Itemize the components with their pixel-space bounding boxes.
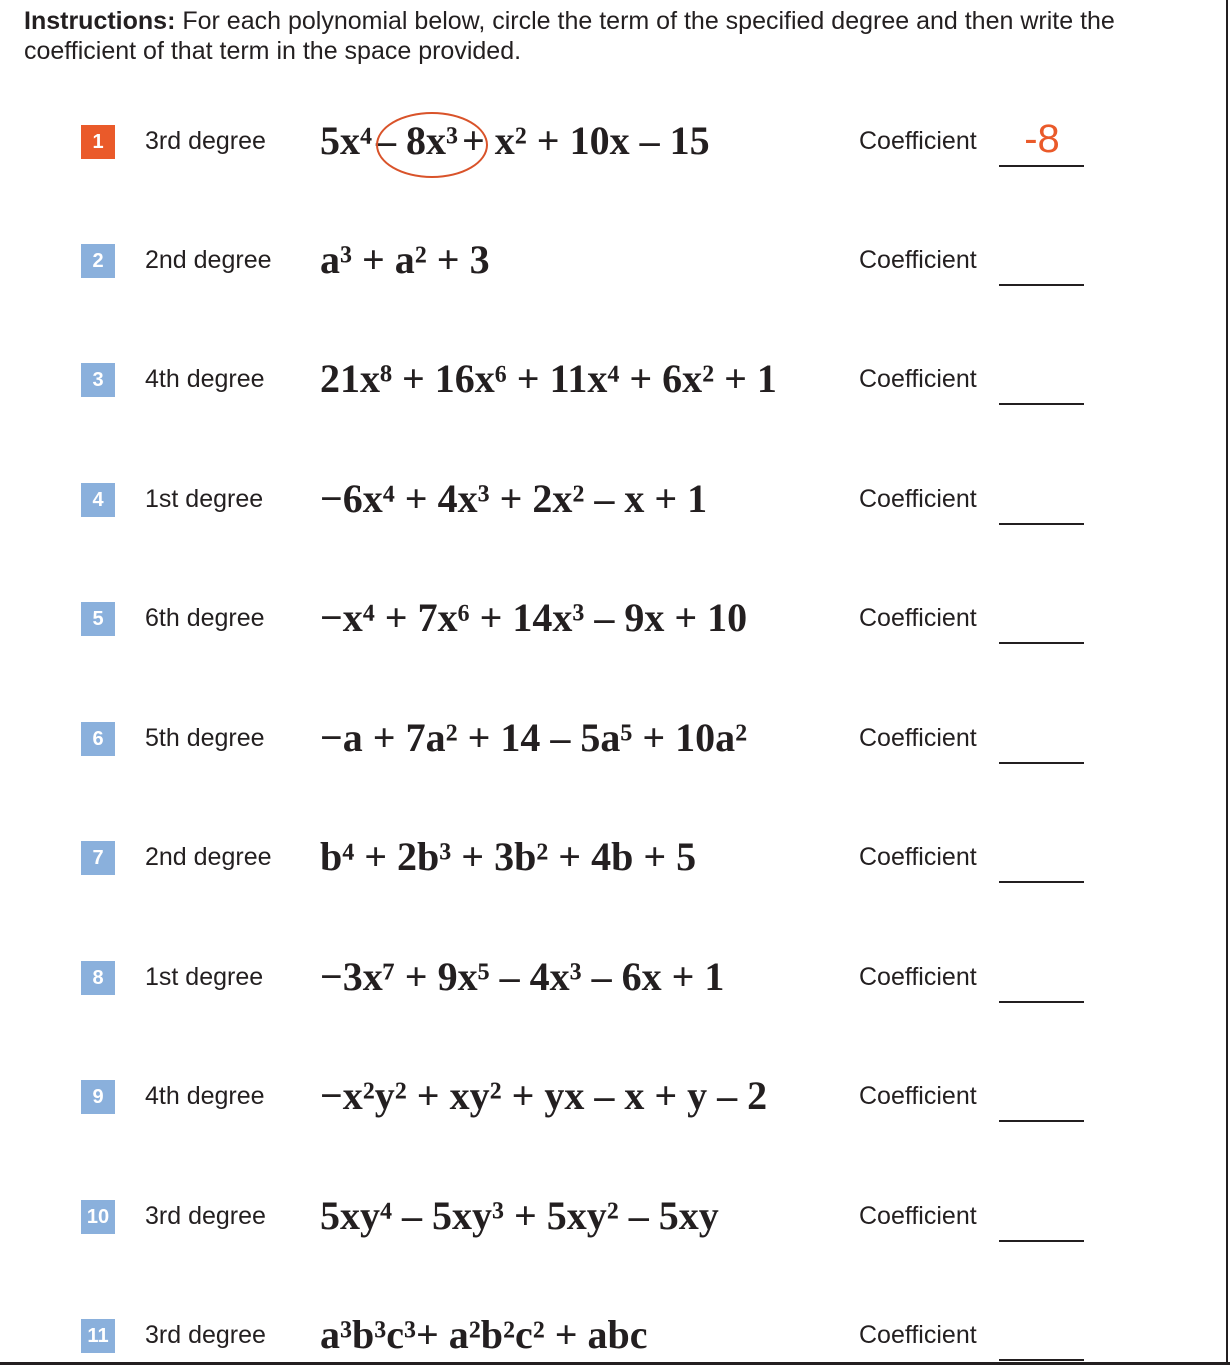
polynomial-term: + x² + 10x – 15 bbox=[462, 118, 710, 163]
coefficient-label: Coefficient bbox=[859, 365, 977, 393]
problem-row bbox=[0, 348, 1230, 408]
polynomial-term: 21x⁸ + 16x⁶ + 11x⁴ + 6x² + 1 bbox=[320, 356, 777, 401]
polynomial-expression bbox=[320, 237, 490, 283]
answer-blank-line bbox=[999, 642, 1084, 644]
answer-blank-line bbox=[999, 403, 1084, 405]
degree-label: 2nd degree bbox=[145, 246, 272, 274]
problem-row bbox=[0, 1304, 1230, 1364]
problem-row bbox=[0, 946, 1230, 1006]
polynomial-expression bbox=[320, 715, 747, 761]
problem-row bbox=[0, 1065, 1230, 1125]
answer-blank-line bbox=[999, 1001, 1084, 1003]
coefficient-label: Coefficient bbox=[859, 604, 977, 632]
degree-label: 3rd degree bbox=[145, 1202, 266, 1230]
answer-circle-mark bbox=[376, 112, 488, 178]
problem-row bbox=[0, 587, 1230, 647]
problem-row bbox=[0, 707, 1230, 767]
degree-label: 5th degree bbox=[145, 724, 265, 752]
coefficient-label: Coefficient bbox=[859, 724, 977, 752]
answer-blank-line bbox=[999, 1359, 1084, 1361]
degree-label: 1st degree bbox=[145, 485, 264, 513]
problem-number-badge: 2 bbox=[81, 244, 115, 278]
problem-number-badge: 10 bbox=[81, 1200, 115, 1234]
problem-number-badge: 7 bbox=[81, 841, 115, 875]
problem-number-badge: 1 bbox=[81, 125, 115, 159]
degree-label: 2nd degree bbox=[145, 843, 272, 871]
polynomial-term: a³b³c³+ a²b²c² + abc bbox=[320, 1312, 648, 1357]
problem-row bbox=[0, 468, 1230, 528]
problem-number-badge: 5 bbox=[81, 602, 115, 636]
instructions-text: For each polynomial below, circle the term of the specified degree and then write the coefficient of that term in the space provided. bbox=[24, 7, 1115, 65]
coefficient-label: Coefficient bbox=[859, 485, 977, 513]
page-border-right bbox=[1226, 0, 1228, 1365]
coefficient-label: Coefficient bbox=[859, 246, 977, 274]
problem-number-badge: 4 bbox=[81, 483, 115, 517]
polynomial-term: a³ + a² + 3 bbox=[320, 237, 490, 282]
instructions bbox=[24, 6, 1194, 66]
polynomial-term: −x²y² + xy² + yx – x + y – 2 bbox=[320, 1073, 768, 1118]
polynomial-expression bbox=[320, 1312, 648, 1358]
problem-number-badge: 11 bbox=[81, 1319, 115, 1353]
coefficient-label: Coefficient bbox=[859, 843, 977, 871]
problem-number-badge: 6 bbox=[81, 722, 115, 756]
degree-label: 4th degree bbox=[145, 1082, 265, 1110]
polynomial-term: −3x⁷ + 9x⁵ – 4x³ – 6x + 1 bbox=[320, 954, 725, 999]
polynomial-expression bbox=[320, 1193, 719, 1239]
coefficient-answer-field[interactable]: -8 bbox=[1024, 117, 1060, 161]
polynomial-term: −6x⁴ + 4x³ + 2x² – x + 1 bbox=[320, 476, 708, 521]
coefficient-label: Coefficient bbox=[859, 1321, 977, 1349]
coefficient-label: Coefficient bbox=[859, 1082, 977, 1110]
problem-number-badge: 8 bbox=[81, 961, 115, 995]
problem-row bbox=[0, 110, 1230, 170]
polynomial-term: −a + 7a² + 14 – 5a⁵ + 10a² bbox=[320, 715, 748, 760]
degree-label: 4th degree bbox=[145, 365, 265, 393]
polynomial-term: 5xy⁴ – 5xy³ + 5xy² – 5xy bbox=[320, 1193, 719, 1238]
answer-blank-line bbox=[999, 762, 1084, 764]
polynomial-expression bbox=[320, 356, 777, 402]
polynomial-expression bbox=[320, 476, 707, 522]
coefficient-label: Coefficient bbox=[859, 1202, 977, 1230]
degree-label: 1st degree bbox=[145, 963, 264, 991]
circled-term: – 8x³ bbox=[376, 118, 458, 163]
problem-number-badge: 3 bbox=[81, 363, 115, 397]
coefficient-label: Coefficient bbox=[859, 963, 977, 991]
polynomial-expression bbox=[320, 595, 747, 641]
polynomial-expression bbox=[320, 1073, 767, 1119]
answer-blank-line bbox=[999, 881, 1084, 883]
coefficient-label: Coefficient bbox=[859, 127, 977, 155]
degree-label: 6th degree bbox=[145, 604, 265, 632]
problem-row bbox=[0, 229, 1230, 289]
instructions-lead: Instructions: bbox=[24, 7, 176, 35]
degree-label: 3rd degree bbox=[145, 127, 266, 155]
polynomial-term: 5x⁴ bbox=[320, 118, 372, 163]
problem-number-badge: 9 bbox=[81, 1080, 115, 1114]
problem-row bbox=[0, 826, 1230, 886]
answer-blank-line bbox=[999, 284, 1084, 286]
polynomial-term: −x⁴ + 7x⁶ + 14x³ – 9x + 10 bbox=[320, 595, 748, 640]
degree-label: 3rd degree bbox=[145, 1321, 266, 1349]
answer-blank-line bbox=[999, 165, 1084, 167]
polynomial-expression bbox=[320, 954, 724, 1000]
polynomial-term: b⁴ + 2b³ + 3b² + 4b + 5 bbox=[320, 834, 697, 879]
answer-blank-line bbox=[999, 1120, 1084, 1122]
answer-blank-line bbox=[999, 523, 1084, 525]
problem-row bbox=[0, 1185, 1230, 1245]
polynomial-expression bbox=[320, 834, 696, 880]
answer-blank-line bbox=[999, 1240, 1084, 1242]
